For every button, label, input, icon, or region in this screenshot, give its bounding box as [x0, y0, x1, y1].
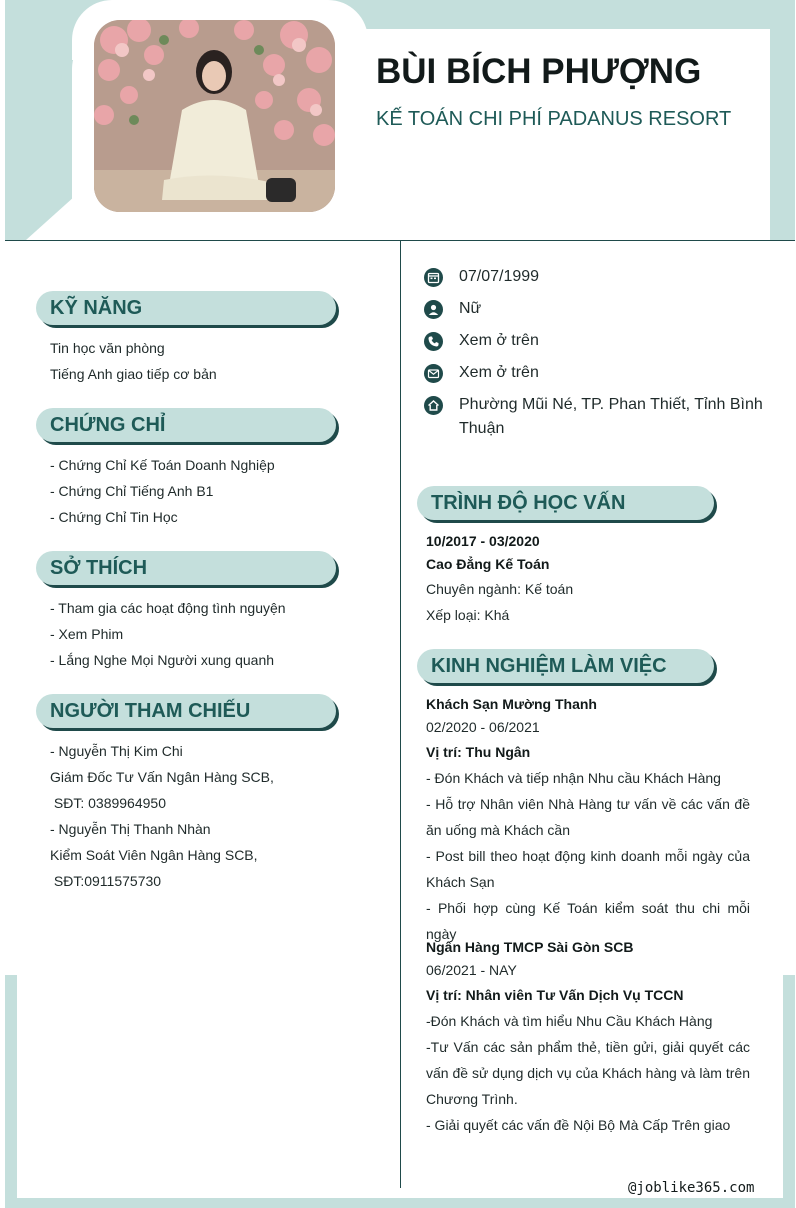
- job-period: 02/2020 - 06/2021: [426, 719, 540, 735]
- hobby-item: - Lắng Nghe Mọi Người xung quanh: [50, 652, 275, 668]
- certificates-heading: CHỨNG CHỈ: [36, 408, 336, 442]
- skills-heading: KỸ NĂNG: [36, 291, 336, 325]
- candidate-name: BÙI BÍCH PHƯỢNG: [376, 52, 702, 91]
- job-period: 06/2021 - NAY: [426, 962, 517, 978]
- job-title: KẾ TOÁN CHI PHÍ PADANUS RESORT: [376, 108, 732, 130]
- profile-photo: [94, 20, 335, 212]
- experience-heading: KINH NGHIỆM LÀM VIỆC: [417, 649, 714, 683]
- contact-gender: Nữ: [459, 300, 482, 317]
- reference-line: - Nguyễn Thị Thanh Nhàn: [50, 821, 211, 837]
- certificate-item: - Chứng Chỉ Tin Học: [50, 509, 178, 525]
- skill-item: Tin học văn phòng: [50, 340, 165, 356]
- job-company: Khách Sạn Mường Thanh: [426, 696, 597, 712]
- job-duty: -Tư Vấn các sản phẩm thẻ, tiền gửi, giải quyết các vấn đề sử dụng dịch vụ của Khách hàng và làm trên Chương Trình.: [426, 1039, 750, 1107]
- job-duty: - Hỗ trợ Nhân viên Nhà Hàng tư vấn về các vấn đề ăn uống mà Khách cần: [426, 796, 750, 838]
- job-duty: - Post bill theo hoạt động kinh doanh mỗi ngày của Khách Sạn: [426, 848, 750, 890]
- phone-icon: [424, 332, 443, 351]
- calendar-icon: [424, 268, 443, 287]
- contact-phone: Xem ở trên: [459, 332, 539, 349]
- job-duty: - Giải quyết các vấn đề Nội Bộ Mà Cấp Trên giao: [426, 1117, 731, 1133]
- education-heading: TRÌNH ĐỘ HỌC VẤN: [417, 486, 714, 520]
- home-icon: [424, 396, 443, 415]
- hobbies-heading: SỞ THÍCH: [36, 551, 336, 585]
- job-company: Ngân Hàng TMCP Sài Gòn SCB: [426, 939, 634, 955]
- job-duty: - Phối hợp cùng Kế Toán kiểm soát thu chi mỗi ngày: [426, 900, 750, 942]
- certificate-item: - Chứng Chỉ Tiếng Anh B1: [50, 483, 214, 499]
- contact-address-line1: Phường Mũi Né, TP. Phan Thiết, Tỉnh Bình: [459, 396, 763, 413]
- reference-line: - Nguyễn Thị Kim Chi: [50, 743, 183, 759]
- education-period: 10/2017 - 03/2020: [426, 533, 540, 549]
- skill-item: Tiếng Anh giao tiếp cơ bản: [50, 366, 217, 382]
- job-duty: -Đón Khách và tìm hiểu Nhu Cầu Khách Hàng: [426, 1013, 713, 1029]
- frame-right-border: [783, 975, 795, 1208]
- education-school: Cao Đẳng Kế Toán: [426, 556, 550, 572]
- email-icon: [424, 364, 443, 383]
- education-grade: Xếp loại: Khá: [426, 607, 510, 623]
- job-position: Vị trí: Thu Ngân: [426, 744, 531, 760]
- hobby-item: - Xem Phim: [50, 626, 124, 642]
- contact-dob: 07/07/1999: [459, 268, 540, 285]
- contact-email: Xem ở trên: [459, 364, 539, 381]
- frame-bottom-border: [5, 1198, 795, 1208]
- reference-line: Giám Đốc Tư Vấn Ngân Hàng SCB,: [50, 769, 274, 785]
- reference-line: SĐT:0911575730: [50, 873, 162, 889]
- education-major: Chuyên ngành: Kế toán: [426, 581, 574, 597]
- reference-line: Kiểm Soát Viên Ngân Hàng SCB,: [50, 847, 258, 863]
- job-position: Vị trí: Nhân viên Tư Vấn Dịch Vụ TCCN: [426, 987, 684, 1003]
- references-heading: NGƯỜI THAM CHIẾU: [36, 694, 336, 728]
- watermark: @joblike365.com: [628, 1180, 755, 1196]
- column-divider: [400, 241, 401, 1188]
- reference-line: SĐT: 0389964950: [50, 795, 166, 811]
- hobby-item: - Tham gia các hoạt động tình nguyện: [50, 600, 286, 616]
- job-duty: - Đón Khách và tiếp nhận Nhu cầu Khách Hàng: [426, 770, 721, 786]
- certificate-item: - Chứng Chỉ Kế Toán Doanh Nghiệp: [50, 457, 275, 473]
- frame-left-border: [5, 975, 17, 1208]
- profile-photo-illustration: [94, 20, 335, 212]
- contact-address-line2: Thuận: [459, 420, 505, 437]
- user-icon: [424, 300, 443, 319]
